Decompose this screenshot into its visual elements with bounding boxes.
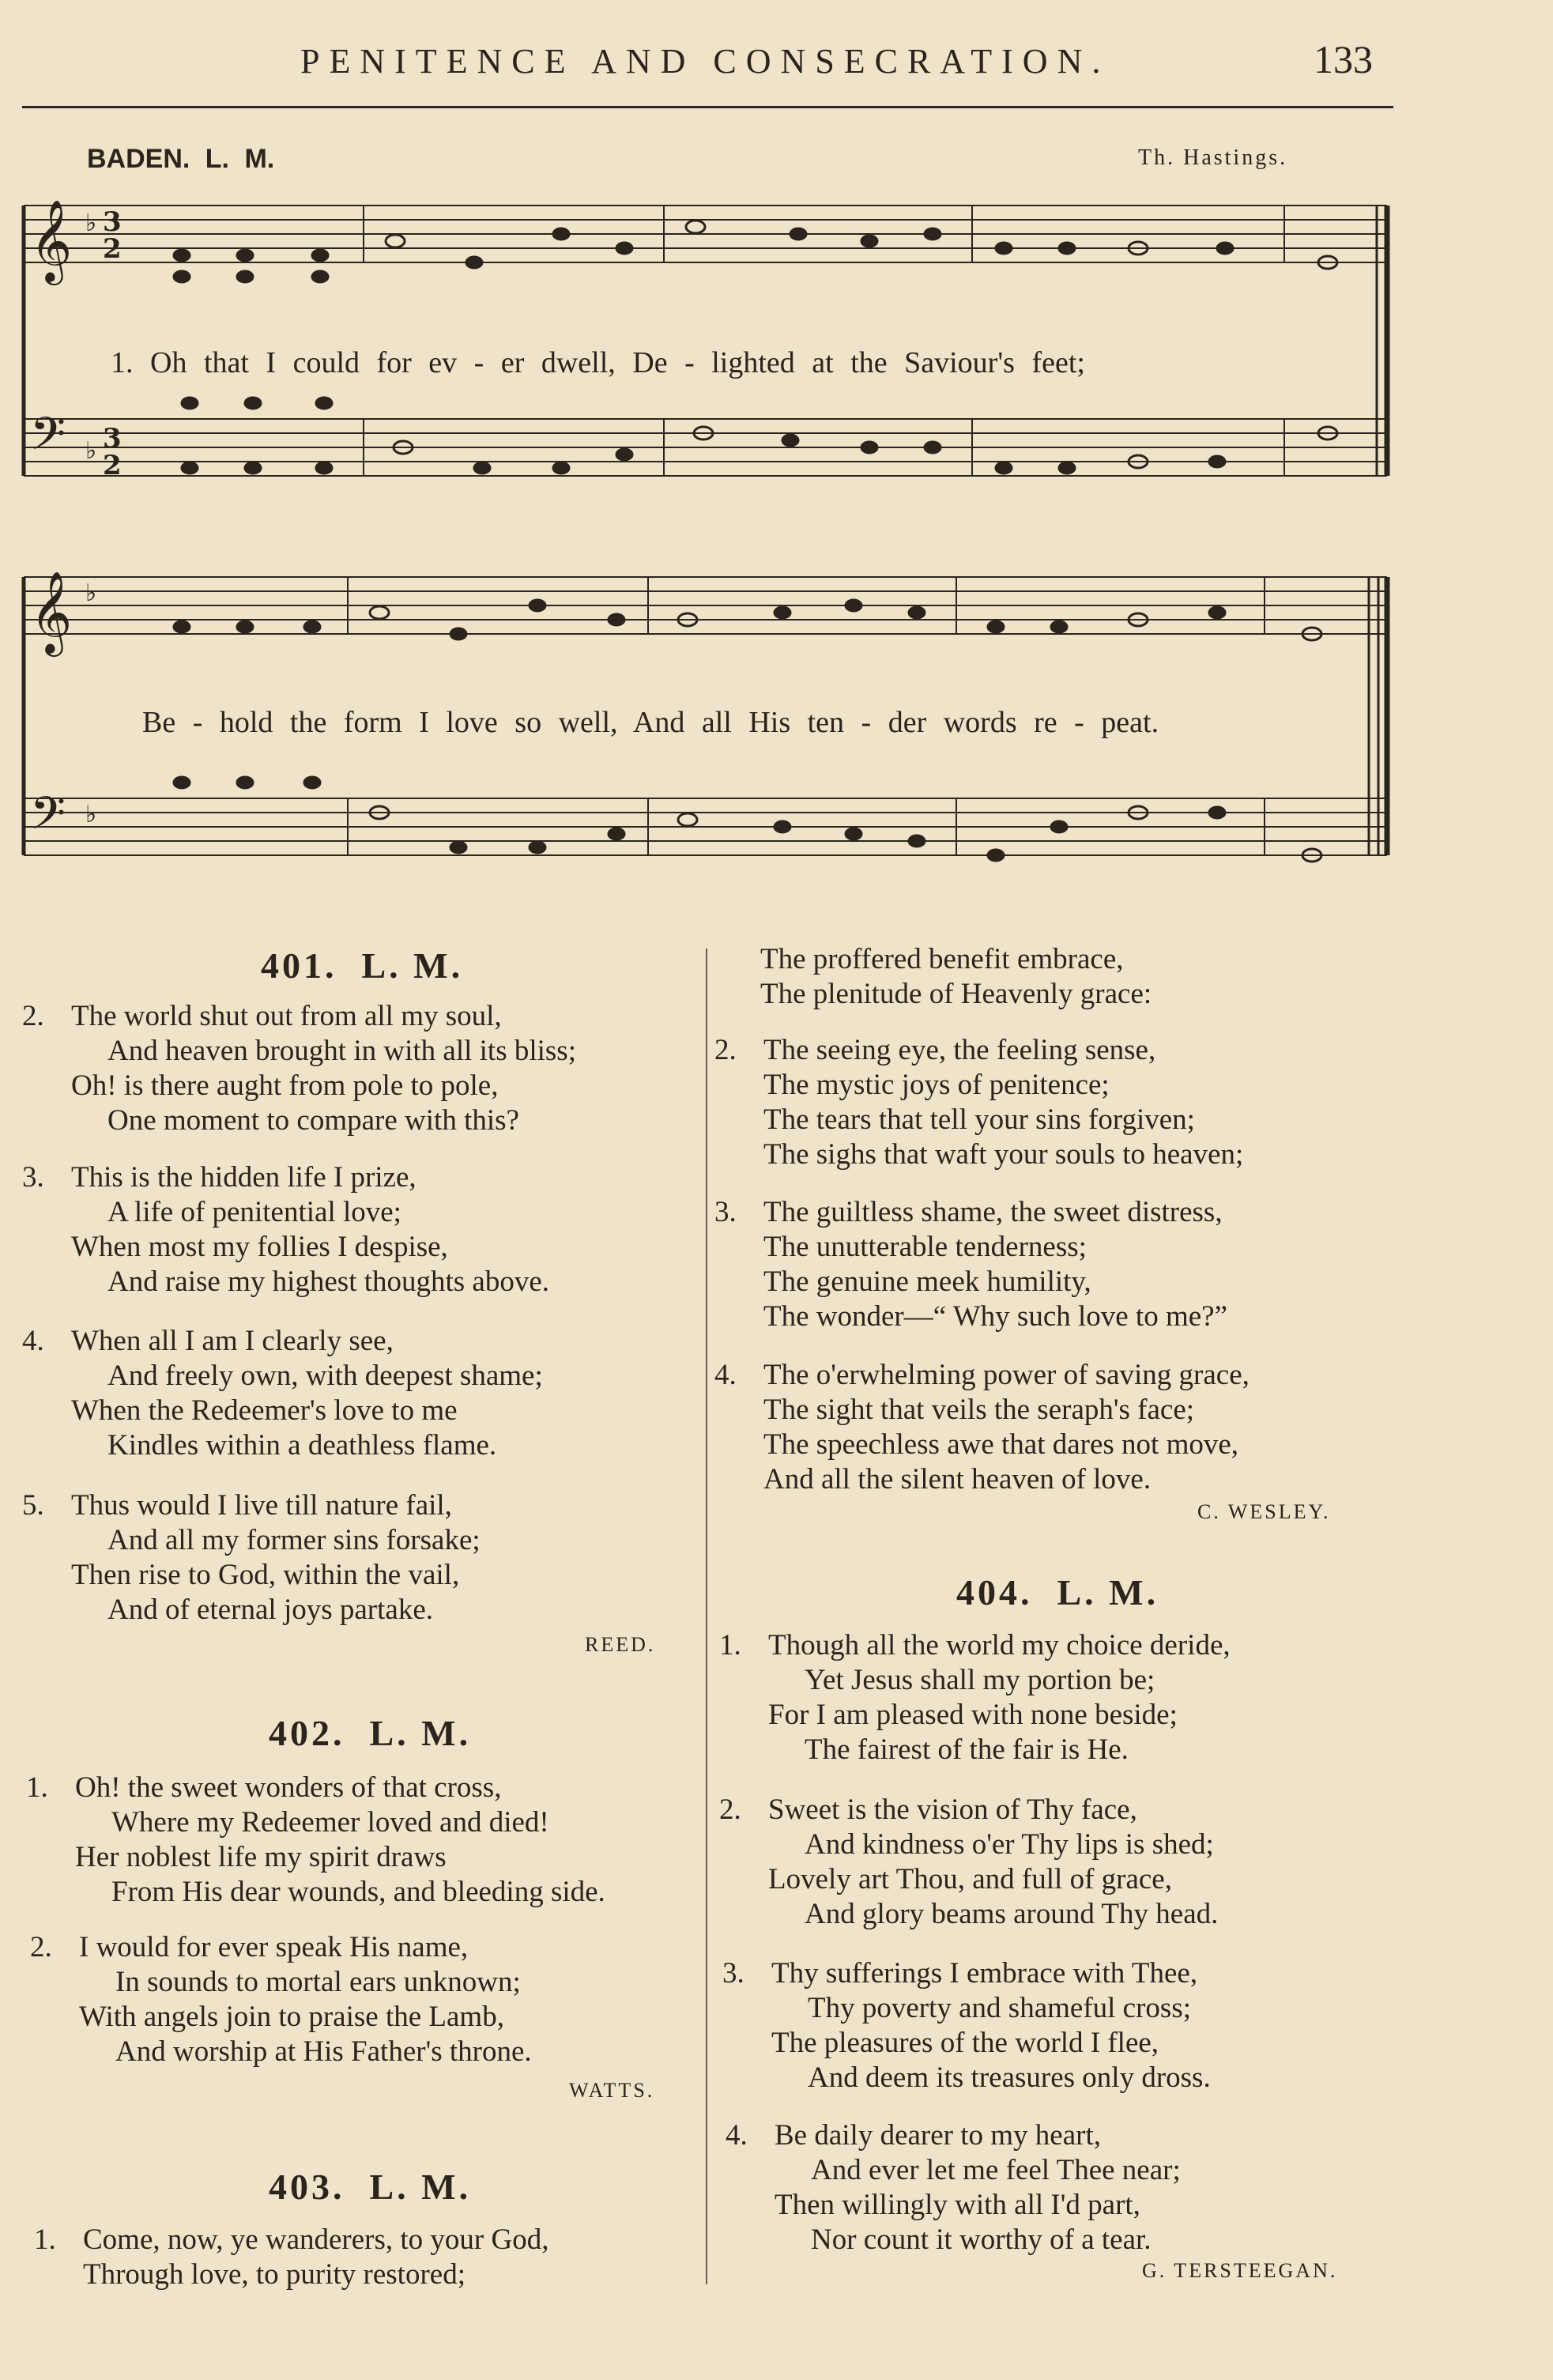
hymn-401-verse-3: 3. This is the hidden life I prize, A life of penitential love; When most my follies I despise, And raise my highest thoughts above.	[22, 1161, 550, 1298]
hymn-401-verse-2: 2. The world shut out from all my soul, And heaven brought in with all its bliss; Oh! is there aught from pole to pole, One moment to compare with this?	[22, 1000, 576, 1137]
tune-name: BADEN. L. M.	[87, 144, 275, 174]
music-score	[16, 182, 1407, 893]
svg-text:3: 3	[103, 206, 122, 238]
hymn-404-verse-4: 4. Be daily dearer to my heart, And ever let me feel Thee near; Then willingly with all I'd part, Nor count it worthy of a tear.	[726, 2119, 1181, 2256]
hymn-402-verse-2: 2. I would for ever speak His name, In sounds to mortal ears unknown; With angels join to praise the Lamb, And worship at His Father's throne.	[30, 1931, 532, 2068]
hymn-403-verse-3: 3. The guiltless shame, the sweet distress, The unutterable tenderness; The genuine meek humility, The wonder—“ Why such love to me?”	[714, 1196, 1228, 1333]
hymn-403-verse-1-continued: The proffered benefit embrace, The plenitude of Heavenly grace:	[760, 943, 1152, 1010]
hymn-403-heading: 403. L. M.	[269, 2167, 472, 2207]
hymn-403-verse-4: 4. The o'erwhelming power of saving grace, The sight that veils the seraph's face; The speechless awe that dares not move, And all the silent heaven of love.	[714, 1359, 1250, 1496]
hymn-403-verse-2: 2. The seeing eye, the feeling sense, The mystic joys of penitence; The tears that tell your sins forgiven; The sighs that waft your souls to heaven;	[714, 1034, 1244, 1171]
svg-text:♭: ♭	[85, 579, 97, 607]
hymn-401-author: REED.	[585, 1633, 656, 1656]
staff-treble-2	[24, 577, 1387, 634]
hymn-404-author: G. TERSTEEGAN.	[1142, 2259, 1338, 2282]
hymn-403-author: C. WESLEY.	[1197, 1500, 1331, 1523]
staff-treble-1	[24, 206, 1387, 262]
header-rule	[22, 106, 1393, 108]
lyric-line-2: Be - hold the form I love so well, And all His ten - der words re - peat.	[142, 706, 1159, 739]
svg-text:2: 2	[103, 450, 122, 481]
hymn-402-heading: 402. L. M.	[269, 1713, 472, 1753]
page-number: 133	[1314, 37, 1373, 81]
column-divider	[706, 949, 707, 2284]
tune-composer: Th. Hastings.	[1138, 145, 1288, 170]
svg-text:♭: ♭	[85, 801, 97, 828]
svg-text:2: 2	[103, 233, 122, 265]
hymn-404-verse-2: 2. Sweet is the vision of Thy face, And kindness o'er Thy lips is shed; Lovely art Thou, and full of grace, And glory beams around Thy head.	[719, 1793, 1219, 1930]
staff-bass-2	[24, 798, 1387, 855]
bass-clef-icon: 𝄢	[30, 407, 66, 472]
svg-text:♭: ♭	[85, 209, 97, 237]
hymn-402-verse-1: 1. Oh! the sweet wonders of that cross, Where my Redeemer loved and died! Her noblest life my spirit draws From His dear wounds, and bleeding side.	[26, 1771, 605, 1908]
hymn-401-verse-4: 4. When all I am I clearly see, And freely own, with deepest shame; When the Redeemer's love to me Kindles within a deathless flame.	[22, 1325, 543, 1462]
treble-clef-icon: 𝄞	[30, 199, 73, 282]
svg-text:3: 3	[103, 423, 122, 455]
hymn-403-verse-1: 1. Come, now, ye wanderers, to your God, Through love, to purity restored;	[34, 2223, 549, 2291]
svg-text:♭: ♭	[85, 437, 97, 465]
hymn-404-verse-3: 3. Thy sufferings I embrace with Thee, Thy poverty and shameful cross; The pleasures of the world I flee, And deem its treasures only dross.	[722, 1957, 1211, 2094]
treble-clef-icon: 𝄞	[30, 571, 73, 654]
bass-clef-icon: 𝄢	[30, 786, 66, 851]
lyric-line-1: 1. Oh that I could for ev - er dwell, De - lighted at the Saviour's feet;	[111, 346, 1085, 379]
hymn-404-heading: 404. L. M.	[956, 1572, 1159, 1612]
hymn-401-verse-5: 5. Thus would I live till nature fail, And all my former sins forsake; Then rise to God, within the vail, And of eternal joys partake.	[22, 1489, 481, 1626]
hymn-404-verse-1: 1. Though all the world my choice deride, Yet Jesus shall my portion be; For I am pleased with none beside; The fairest of the fair is He.	[719, 1629, 1231, 1766]
hymn-402-author: WATTS.	[569, 2079, 655, 2102]
hymn-401-heading: 401. L. M.	[261, 945, 464, 986]
running-header: PENITENCE AND CONSECRATION.	[300, 42, 1110, 81]
